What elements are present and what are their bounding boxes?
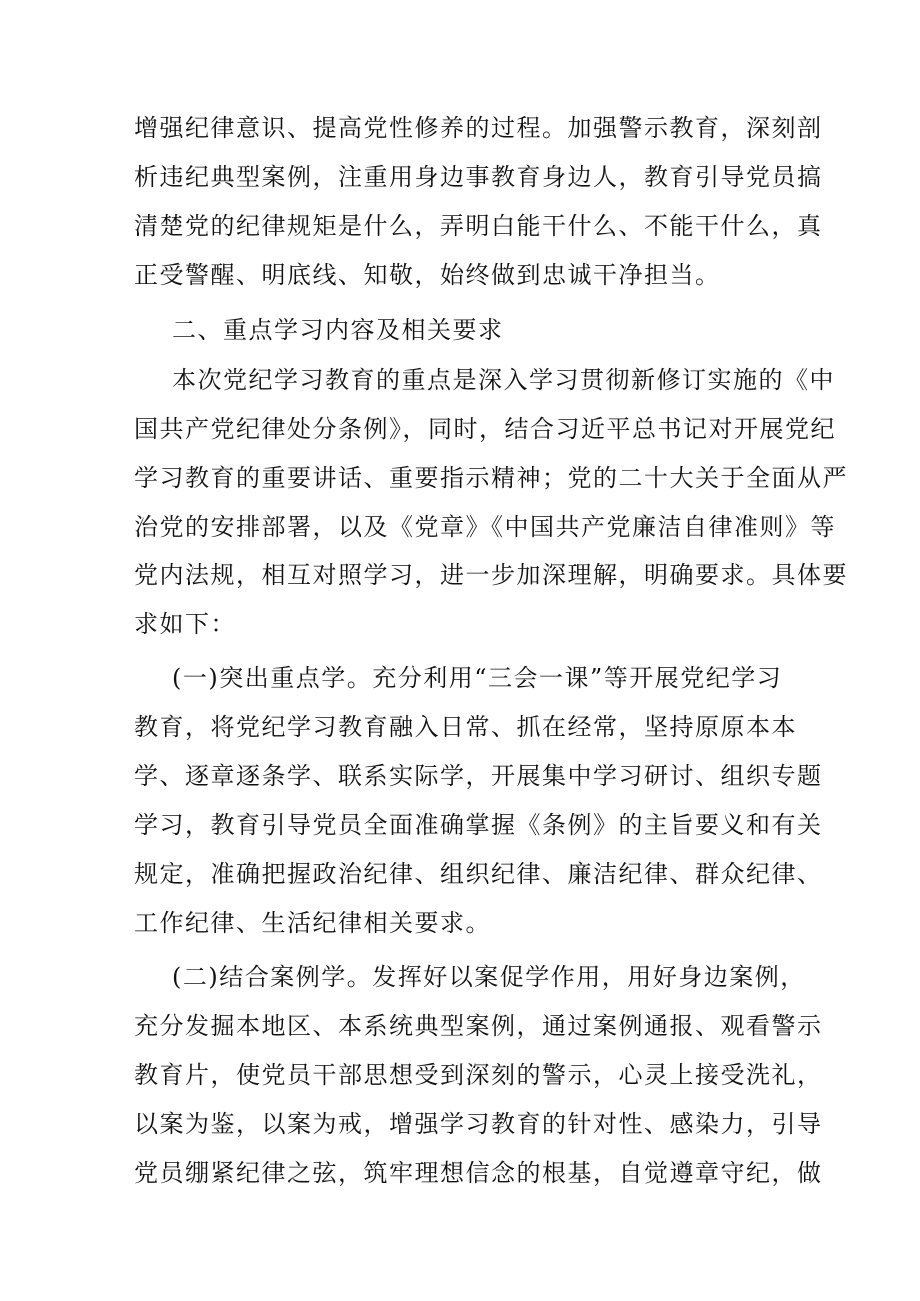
text-line: 教育片，使党员干部思想受到深刻的警示，心灵上接受洗礼， <box>134 1061 823 1089</box>
text-line: (二)结合案例学。发挥好以案促学作用，用好身边案例， <box>172 963 806 991</box>
text-line: 党员绷紧纪律之弦，筑牢理想信念的根基，自觉遵章守纪，做 <box>134 1159 823 1187</box>
text-line: 正受警醒、明底线、知敬，始终做到忠诚干净担当。 <box>134 261 721 289</box>
text-line: 学习教育的重要讲话、重要指示精神；党的二十大关于全面从严 <box>134 464 848 492</box>
text-line: 工作纪律、生活纪律相关要求。 <box>134 909 491 937</box>
text-line: 治党的安排部署，以及《党章》《中国共产党廉洁自律准则》等 <box>134 513 836 541</box>
text-line: 党内法规，相互对照学习，进一步加深理解，明确要求。具体要 <box>134 561 848 589</box>
text-line: 清楚党的纪律规矩是什么，弄明白能干什么、不能干什么，真 <box>134 212 823 240</box>
text-line: 增强纪律意识、提高党性修养的过程。加强警示教育，深刻剖 <box>134 114 823 142</box>
text-line: 学、逐章逐条学、联系实际学，开展集中学习研讨、组织专题 <box>134 762 823 790</box>
text-line: 求如下： <box>134 610 236 638</box>
text-line: 学习，教育引导党员全面准确掌握《条例》的主旨要义和有关 <box>134 811 823 839</box>
text-line: 析违纪典型案例，注重用身边事教育身边人，教育引导党员搞 <box>134 163 823 191</box>
text-line: 以案为鉴，以案为戒，增强学习教育的针对性、感染力，引导 <box>134 1110 823 1138</box>
text-line: 国共产党纪律处分条例》，同时，结合习近平总书记对开展党纪 <box>134 415 836 443</box>
text-line: (一)突出重点学。充分利用“三会一课”等开展党纪学习 <box>172 664 783 692</box>
text-line: 教育，将党纪学习教育融入日常、抓在经常，坚持原原本本 <box>134 713 797 741</box>
text-line: 规定，准确把握政治纪律、组织纪律、廉洁纪律、群众纪律、 <box>134 860 823 888</box>
section-heading: 二、重点学习内容及相关要求 <box>172 316 504 344</box>
text-line: 本次党纪学习教育的重点是深入学习贯彻新修订实施的《中 <box>172 366 835 394</box>
text-line: 充分发掘本地区、本系统典型案例，通过案例通报、观看警示 <box>134 1012 823 1040</box>
